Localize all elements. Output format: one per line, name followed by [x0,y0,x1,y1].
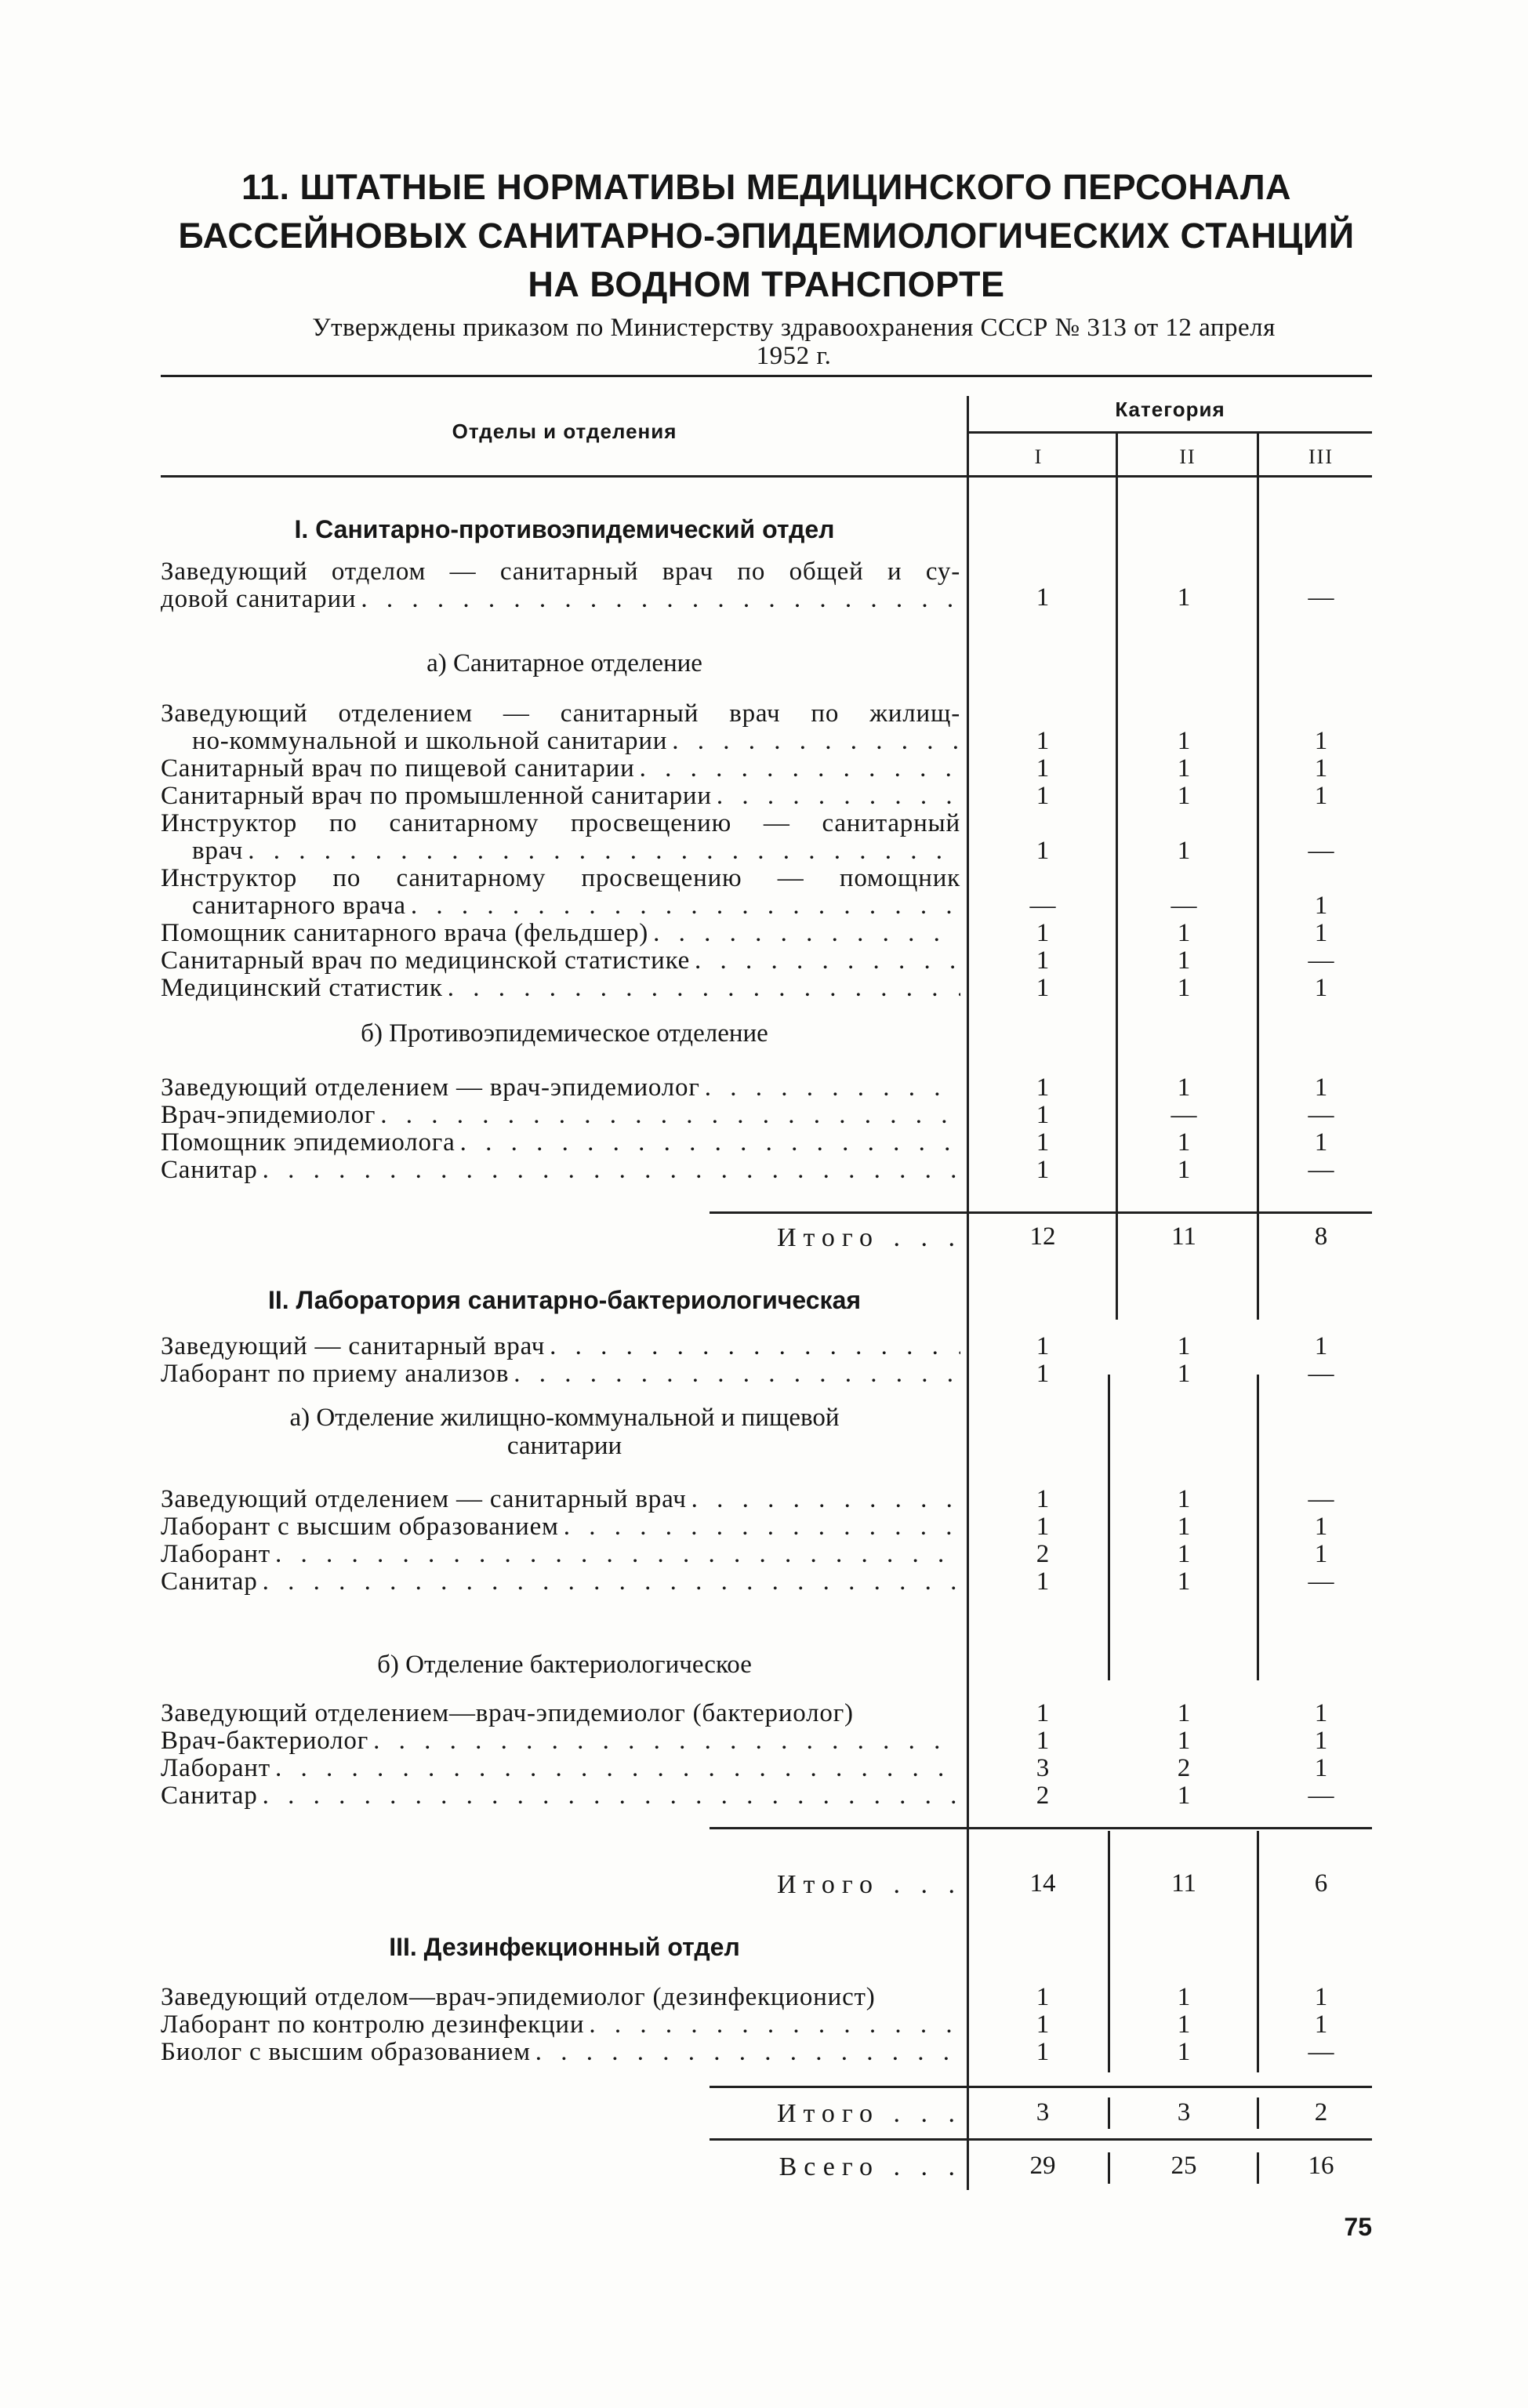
category-2-value: 1 [1177,1781,1191,1810]
category-2-value: — [1170,1101,1197,1129]
category-2-value: 1 [1177,1360,1191,1388]
table-row [161,1568,960,1596]
row-label-line: Заведующий отделом — санитарный врач по общей и су- [161,558,960,586]
category-2-value: 1 [1177,1513,1191,1541]
table-row [161,810,960,865]
subsection-1a-title: а) Санитарное отделение [426,649,702,677]
category-2-value: 1 [1177,727,1191,755]
row-label-line: Инструктор по санитарному просвещению — санитарный [161,809,960,837]
approval-line-2: 1952 г. [756,342,832,370]
category-header: Категория [1115,398,1225,421]
category-2-header: II [1179,445,1196,468]
category-2-value: 1 [1177,1567,1191,1596]
category-1-value: 12 [1029,1222,1056,1251]
category-2-value: 1 [1177,1727,1191,1755]
table-row [161,1486,960,1513]
category-1-value: 1 [1036,974,1050,1002]
category-2-value: 1 [1177,754,1191,783]
row-label-text: Лаборант [161,1540,270,1568]
category-3-value: 1 [1314,1128,1328,1157]
s2-total-rule [710,1827,1372,1829]
category-1-header: I [1034,445,1043,468]
cat2-cat3-divider-lower [1257,1375,1259,1680]
table-row [161,1102,960,1129]
category-2-value: 1 [1177,946,1191,975]
category-rule [968,431,1372,434]
table-row [161,975,960,1002]
table-row [161,1129,960,1157]
category-2-value: 1 [1177,1540,1191,1568]
category-1-value: 2 [1036,1781,1050,1810]
category-2-value: 1 [1177,1073,1191,1102]
category-1-value: 1 [1036,946,1050,975]
category-1-value: 1 [1036,1128,1050,1157]
table-row [161,1333,960,1360]
title-line-1: 11. ШТАТНЫЕ НОРМАТИВЫ МЕДИЦИНСКОГО ПЕРСОНАЛА [241,167,1292,207]
category-1-value: 1 [1036,2038,1050,2066]
category-2-value: 1 [1177,1699,1191,1727]
table-row [161,1984,960,2011]
s3-total-rule [710,2086,1372,2088]
category-1-value: 1 [1036,2010,1050,2039]
category-2-value: — [1170,892,1197,920]
document-title [161,163,1372,309]
row-label-text: Санитар [161,1156,258,1184]
row-label-line: Заведующий отделением — санитарный врач по жилищ- [161,699,960,728]
table-row [161,1700,960,1727]
row-label-text: Лаборант по контролю дезинфекции [161,2010,585,2039]
row-label-text: Заведующий отделением—врач-эпидемиолог (бактериолог) [161,1699,854,1727]
s1-total-rule [710,1211,1372,1214]
category-1-value: 1 [1036,1485,1050,1513]
section-1-title: I. Санитарно-противоэпидемический отдел [294,515,835,543]
section-3-title: III. Дезинфекционный отдел [389,1933,740,1961]
subsection-2b-title: б) Отделение бактериологическое [377,1651,752,1679]
category-3-value: 1 [1314,727,1328,755]
category-1-value: 3 [1036,1754,1050,1782]
table-row [161,1541,960,1568]
category-3-header: III [1308,445,1334,468]
category-1-value: 1 [1036,782,1050,810]
category-3-value: 1 [1314,1699,1328,1727]
section-2-total-label: Итого . . . [776,1870,962,1899]
category-3-value: 6 [1314,1869,1328,1898]
title-line-2: БАССЕЙНОВЫХ САНИТАРНО-ЭПИДЕМИОЛОГИЧЕСКИХ СТАНЦИЙ [178,216,1355,256]
row-label-text: Санитарный врач по медицинской статистике [161,946,691,975]
category-2-value: 3 [1177,2098,1191,2127]
category-2-value: 1 [1177,2038,1191,2066]
row-label-text: Лаборант с высшим образованием [161,1513,559,1541]
section-3-total-label: Итого . . . [776,2099,962,2128]
category-2-value: 1 [1177,1156,1191,1184]
totals-divider-2 [1257,2097,1259,2129]
section-1-total-label: Итого . . . [776,1223,962,1252]
category-2-value: 1 [1177,782,1191,810]
row-label-line: Инструктор по санитарному просвещению — помощник [161,864,960,892]
row-label-text: Санитар [161,1567,258,1596]
category-3-value: — [1308,1781,1334,1810]
category-3-value: — [1308,1567,1334,1596]
category-3-value: 1 [1314,754,1328,783]
table-row [161,1157,960,1184]
row-label-text: Санитарный врач по промышленной санитарии [161,782,712,810]
category-3-value: 1 [1314,1513,1328,1541]
table-row [161,1360,960,1388]
table-row [161,783,960,810]
row-label-text: Заведующий отделением — врач-эпидемиолог [161,1073,700,1102]
row-label-text: врач [192,837,244,865]
cat1-cat2-divider-bottom [1108,1831,1110,2072]
category-3-value: — [1308,1360,1334,1388]
category-1-value: 14 [1029,1869,1056,1898]
category-3-value: 8 [1314,1222,1328,1251]
category-1-value: 1 [1036,919,1050,947]
category-1-value: 1 [1036,1360,1050,1388]
row-label-text: Помощник эпидемиолога [161,1128,455,1157]
category-1-value: 1 [1036,1101,1050,1129]
category-3-value: 16 [1308,2152,1334,2180]
category-1-value: 1 [1036,837,1050,865]
header-bottom-rule [161,475,1372,478]
approval-line-1: Утверждены приказом по Министерству здравоохранения СССР № 313 от 12 апреля [312,314,1276,342]
category-2-value: 11 [1171,1869,1196,1898]
title-line-3: НА ВОДНОМ ТРАНСПОРТЕ [528,264,1005,304]
category-2-value: 1 [1177,2010,1191,2039]
table-row [161,1782,960,1810]
grand-divider-1 [1108,2152,1110,2184]
category-1-value: 1 [1036,1567,1050,1596]
subsection-2a-title-line-2: санитарии [506,1432,622,1460]
subsection-1b-title: б) Противоэпидемическое отделение [361,1019,768,1048]
totals-divider-1 [1108,2097,1110,2129]
category-3-value: 2 [1314,2098,1328,2127]
category-2-value: 1 [1177,1485,1191,1513]
category-3-value: 1 [1314,1754,1328,1782]
table-row [161,1727,960,1755]
category-2-value: 1 [1177,919,1191,947]
category-2-value: 1 [1177,1983,1191,2011]
table-row [161,865,960,920]
category-3-value: — [1308,583,1334,612]
category-3-value: 1 [1314,1540,1328,1568]
category-3-value: 1 [1314,2010,1328,2039]
category-3-value: 1 [1314,1983,1328,2011]
category-2-value: 1 [1177,974,1191,1002]
category-2-value: 11 [1171,1222,1196,1251]
category-2-value: 25 [1170,2152,1197,2180]
category-1-value: 1 [1036,754,1050,783]
departments-header: Отделы и отделения [452,419,677,443]
category-3-value: 1 [1314,1332,1328,1360]
category-3-value: 1 [1314,782,1328,810]
category-1-value: 1 [1036,1727,1050,1755]
row-label-text: Лаборант по приему анализов [161,1360,510,1388]
category-1-value: 1 [1036,1332,1050,1360]
table-row [161,920,960,947]
row-label-text: Лаборант [161,1754,270,1782]
category-3-value: — [1308,946,1334,975]
table-row [161,947,960,975]
category-3-value: — [1308,1485,1334,1513]
cat2-cat3-divider [1257,434,1259,1320]
category-3-value: — [1308,837,1334,865]
category-3-value: 1 [1314,1727,1328,1755]
row-label-text: Заведующий отделом—врач-эпидемиолог (дезинфекционист) [161,1983,876,2011]
row-label-text: Врач-бактериолог [161,1727,369,1755]
row-label-text: Медицинский статистик [161,974,443,1002]
category-3-value: — [1308,1101,1334,1129]
category-1-value: 29 [1029,2152,1056,2180]
table-row [161,2039,960,2066]
cat1-cat2-divider-lower [1108,1375,1110,1680]
subsection-2a-title-line-1: а) Отделение жилищно-коммунальной и пищевой [289,1404,840,1432]
grand-total-rule [710,2138,1372,2141]
document-page [161,0,1372,2408]
table-top-rule [161,375,1372,377]
category-1-value: 3 [1036,2098,1050,2127]
approval-note [216,314,1372,370]
category-3-value: 1 [1314,919,1328,947]
category-3-value: — [1308,1156,1334,1184]
grand-total-label: Всего . . . [779,2152,962,2181]
row-label-text: Заведующий — санитарный врач [161,1332,546,1360]
table-row [161,1074,960,1102]
cat1-cat2-divider [1116,434,1118,1320]
category-2-value: 1 [1177,583,1191,612]
category-3-value: 1 [1314,974,1328,1002]
category-1-value: 1 [1036,1699,1050,1727]
category-1-value: 1 [1036,1513,1050,1541]
table-row [161,755,960,783]
table-row [161,558,960,613]
cat2-cat3-divider-bottom [1257,1831,1259,2072]
category-3-value: — [1308,2038,1334,2066]
subsection-2a-title [161,1404,968,1460]
row-label-text: Санитар [161,1781,258,1810]
category-1-value: 1 [1036,1073,1050,1102]
category-1-value: 1 [1036,1983,1050,2011]
row-label-text: Биолог с высшим образованием [161,2038,531,2066]
page-number: 75 [1344,2213,1372,2241]
category-1-value: 1 [1036,1156,1050,1184]
category-2-value: 1 [1177,1128,1191,1157]
category-1-value: 1 [1036,727,1050,755]
category-2-value: 1 [1177,837,1191,865]
category-2-value: 2 [1177,1754,1191,1782]
table-row [161,1755,960,1782]
grand-divider-2 [1257,2152,1259,2184]
row-label-text: довой санитарии [161,585,357,613]
table-row [161,1513,960,1541]
row-label-text: Санитарный врач по пищевой санитарии [161,754,635,783]
table-row [161,700,960,755]
category-1-value: 2 [1036,1540,1050,1568]
section-2-title: II. Лаборатория санитарно-бактериологическая [267,1286,862,1314]
row-label-text: Заведующий отделением — санитарный врач [161,1485,687,1513]
row-label-text: Помощник санитарного врача (фельдшер) [161,919,649,947]
category-1-value: — [1029,892,1056,920]
category-3-value: 1 [1314,892,1328,920]
row-label-text: но-коммунальной и школьной санитарии [192,727,668,755]
row-label-text: санитарного врача [192,892,406,920]
table-row [161,2011,960,2039]
category-2-value: 1 [1177,1332,1191,1360]
row-label-text: Врач-эпидемиолог [161,1101,376,1129]
category-3-value: 1 [1314,1073,1328,1102]
category-1-value: 1 [1036,583,1050,612]
